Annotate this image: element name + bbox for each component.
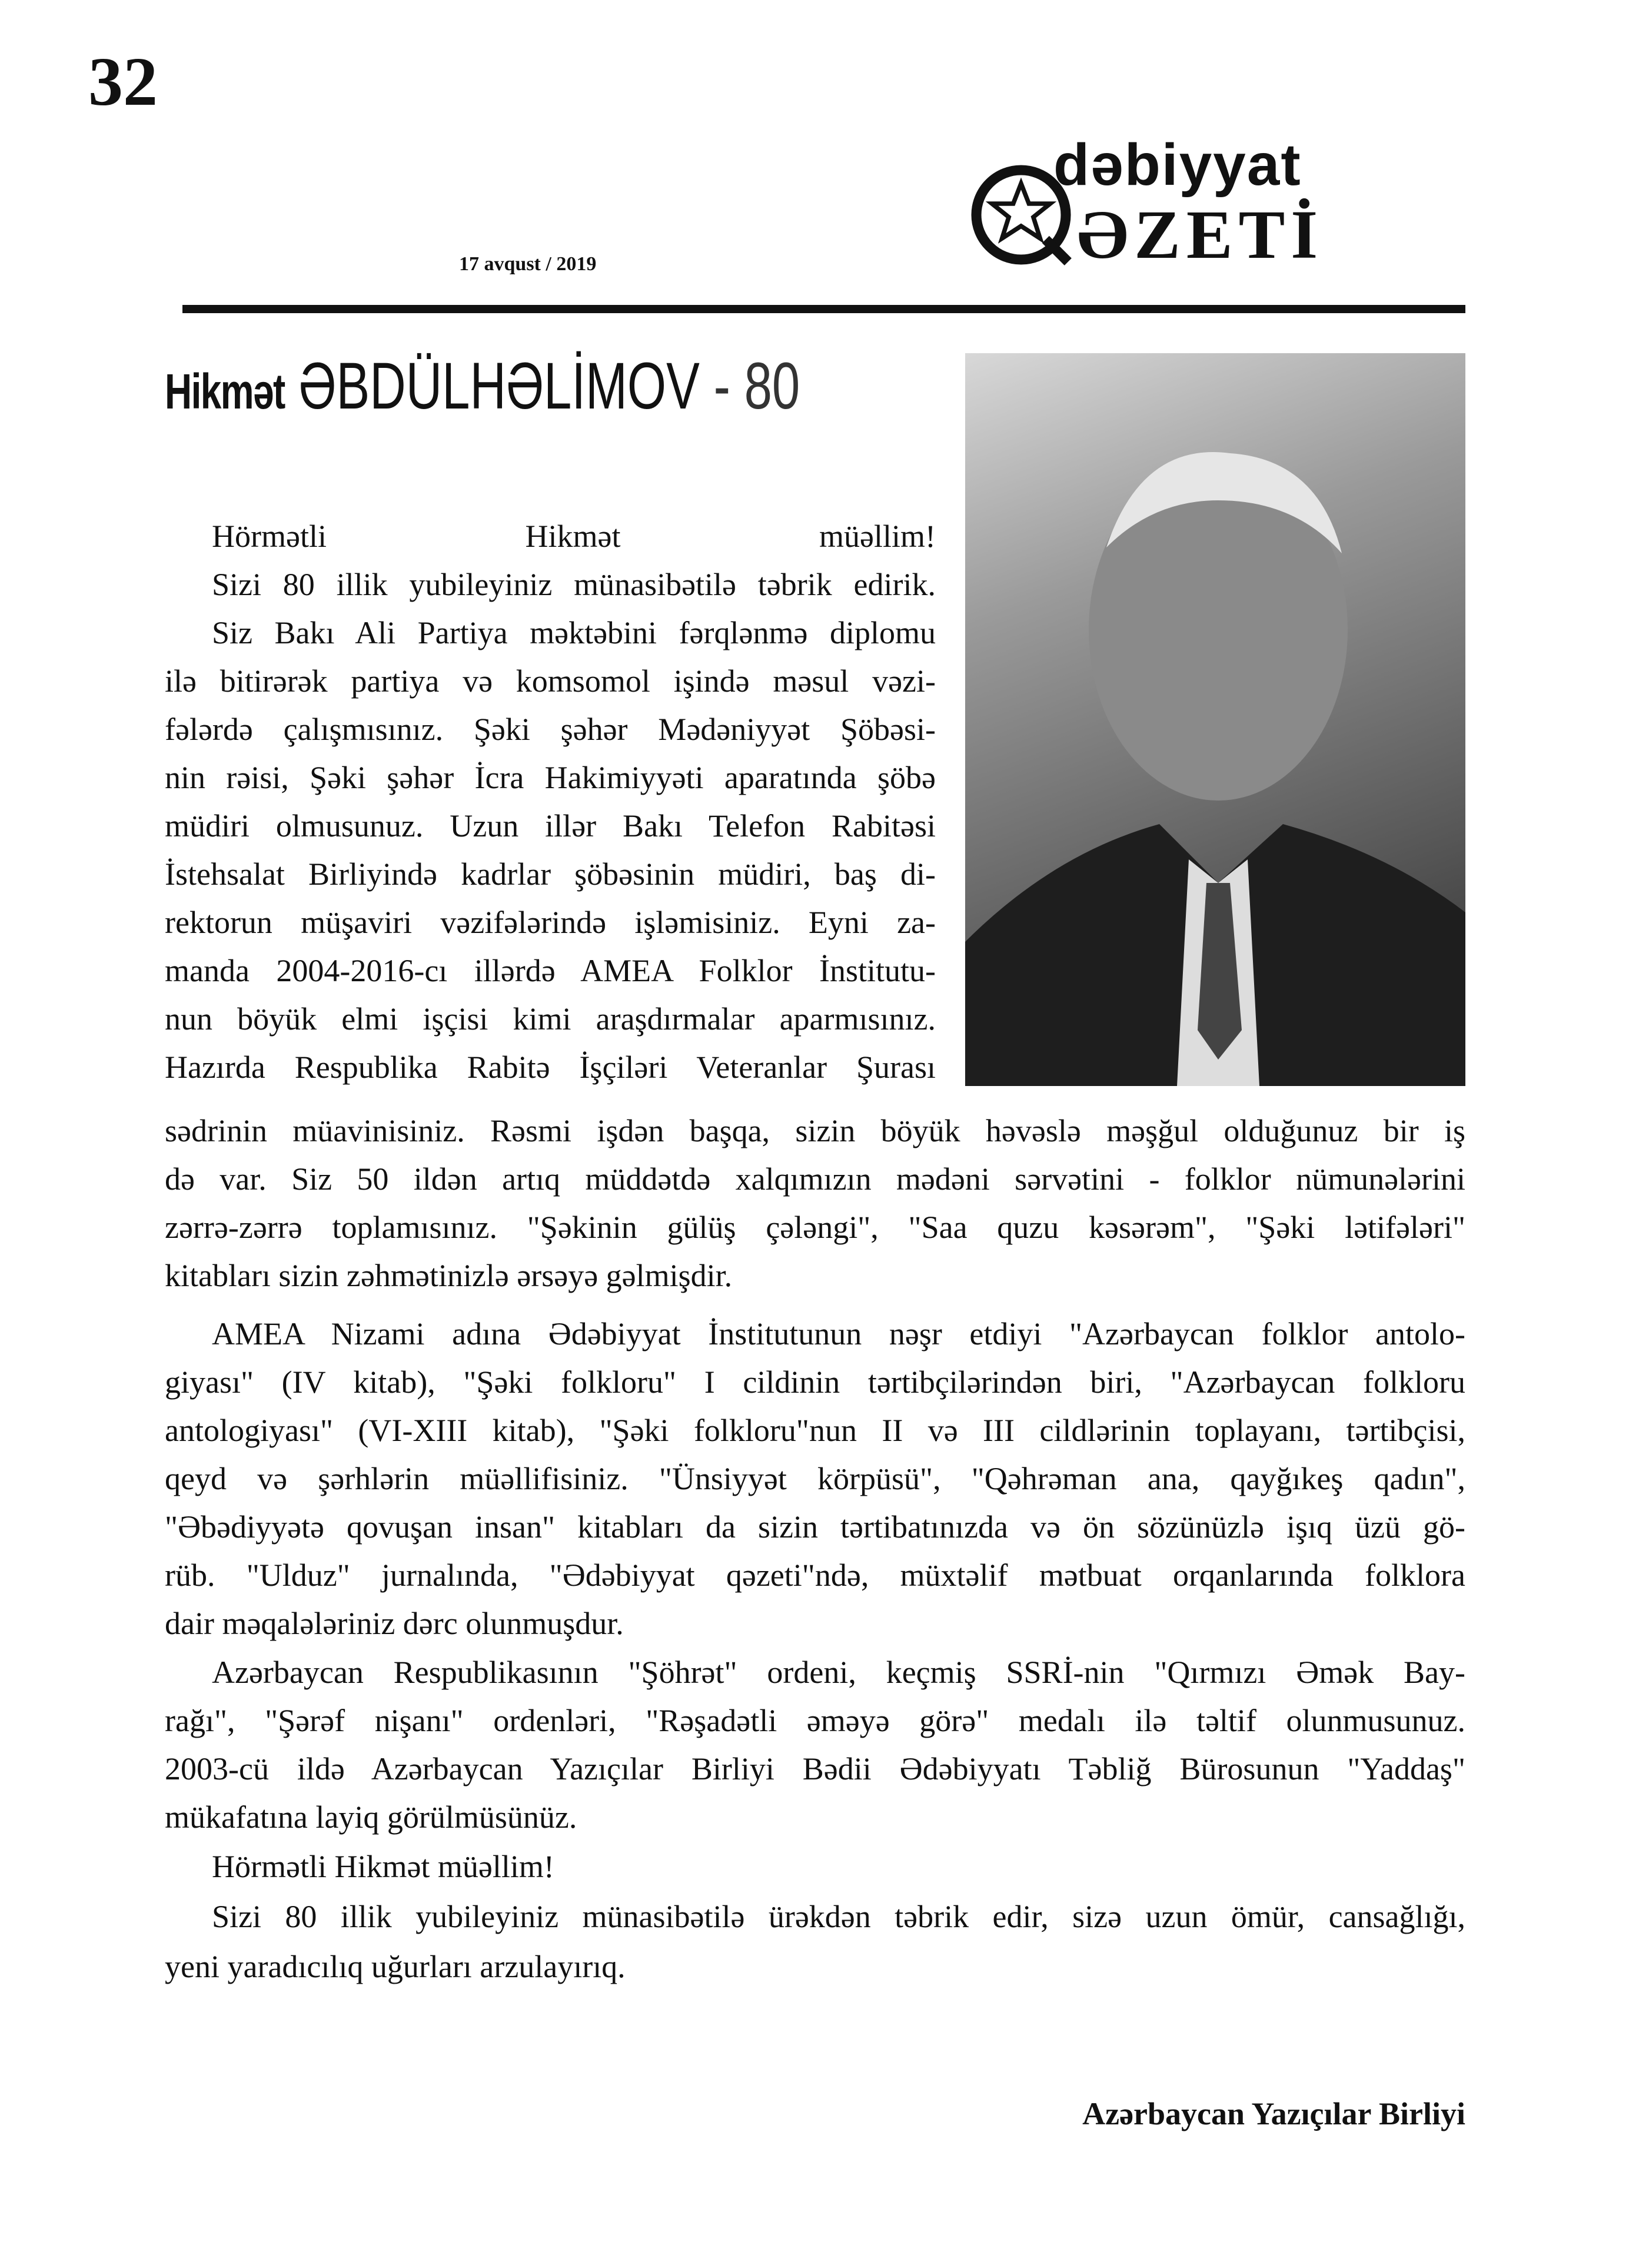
text-line: manda 2004-2016-cı illərdə AMEA Folklor İnstitutu-: [165, 953, 936, 988]
text-line: də var. Siz 50 ildən artıq müddətdə xalqımızın mədəni sərvətini - folklor nümunələrini: [165, 1161, 1465, 1197]
text-line: ilə bitirərək partiya və komsomol işində məsul vəzi-: [165, 663, 936, 699]
text-line: Hörmətli Hikmət müəllim!: [212, 1849, 554, 1884]
title-last-name: ƏBDÜLHƏLİMOV: [298, 349, 700, 423]
text-line: Azərbaycan Respublikasının "Şöhrət" ordeni, keçmiş SSRİ-nin "Qırmızı Əmək Bay-: [212, 1655, 1465, 1690]
logo-line-2: ƏZETİ: [1077, 196, 1324, 273]
text-line: rektorun müşaviri vəzifələrində işləmisiniz. Eyni za-: [165, 905, 936, 940]
text-line: rüb. "Ulduz" jurnalında, "Ədəbiyyat qəzeti"ndə, müxtəlif mətbuat orqanlarında folklora: [165, 1558, 1465, 1593]
text-line: giyası" (IV kitab), "Şəki folkloru" I cildinin tərtibçilərindən biri, "Azərbaycan folkloru: [165, 1364, 1465, 1400]
text-line: antologiyası" (VI-XIII kitab), "Şəki folkloru"nun II və III cildlərinin toplayanı, tərtibçisi,: [165, 1413, 1465, 1448]
text-line: nin rəisi, Şəki şəhər İcra Hakimiyyəti aparatında şöbə: [165, 760, 936, 795]
issue-date: 17 avqust / 2019: [459, 253, 597, 275]
text-line: Hazırda Respublika Rabitə İşçiləri Veteranlar Şurası: [165, 1050, 936, 1085]
text-line: AMEA Nizami adına Ədəbiyyat İnstitutunun nəşr etdiyi "Azərbaycan folklor antolo-: [212, 1316, 1465, 1351]
text-line: İstehsalat Birliyində kadrlar şöbəsinin müdiri, baş di-: [165, 856, 936, 892]
title-first-name: Hikmət: [165, 364, 285, 419]
text-line: 2003-cü ildə Azərbaycan Yazıçılar Birliyi Bədii Ədəbiyyatı Təbliğ Bürosunun "Yaddaş": [165, 1751, 1465, 1786]
text-line: Hörmətli Hikmət müəllim!: [212, 519, 936, 554]
signature: Azərbaycan Yazıçılar Birliyi: [1082, 2096, 1465, 2131]
text-line: mükafatına layiq görülmüsünüz.: [165, 1799, 577, 1835]
text-line: yeni yaradıcılıq uğurları arzulayırıq.: [165, 1949, 626, 1984]
text-line: fələrdə çalışmısınız. Şəki şəhər Mədəniyyət Şöbəsi-: [165, 712, 936, 747]
text-line: qeyd və şərhlərin müəllifisiniz. "Ünsiyyət körpüsü", "Qəhrəman ana, qayğıkeş qadın",: [165, 1461, 1465, 1496]
article-title: [165, 349, 800, 423]
text-line: "Əbədiyyətə qovuşan insan" kitabları da sizin tərtibatınızda və ön sözünüzlə işıq üzü gö-: [165, 1509, 1465, 1545]
text-line: Sizi 80 illik yubileyiniz münasibətilə təbrik edirik.: [212, 567, 936, 602]
text-line: Siz Bakı Ali Partiya məktəbini fərqlənmə diplomu: [212, 615, 936, 650]
text-line: nun böyük elmi işçisi kimi araşdırmalar aparmısınız.: [165, 1001, 936, 1037]
text-line: müdiri olmusunuz. Uzun illər Bakı Telefon Rabitəsi: [165, 808, 936, 844]
text-line: zərrə-zərrə toplamısınız. "Şəkinin gülüş çələngi", "Saa quzu kəsərəm", "Şəki lətifələri": [165, 1210, 1465, 1245]
text-line: kitabları sizin zəhmətinizlə ərsəyə gəlmişdir.: [165, 1258, 733, 1293]
text-line: dair məqalələriniz dərc olunmuşdur.: [165, 1606, 624, 1641]
text-line: Sizi 80 illik yubileyiniz münasibətilə ürəkdən təbrik edir, sizə uzun ömür, cansağlığı,: [212, 1899, 1465, 1934]
page-number: 32: [88, 43, 158, 120]
logo-line-1: dəbiyyat: [1053, 132, 1302, 198]
header-rule: [182, 305, 1465, 313]
text-line: rağı", "Şərəf nişanı" ordenləri, "Rəşadətli əməyə görə" medalı ilə təltif olunmusunuz.: [165, 1703, 1465, 1738]
portrait-photo: [965, 353, 1465, 1086]
text-line: sədrinin müavinisiniz. Rəsmi işdən başqa, sizin böyük həvəslə məşğul olduğunuz bir iş: [165, 1113, 1465, 1148]
newspaper-logo: [965, 132, 1389, 283]
title-age: - 80: [713, 349, 800, 423]
